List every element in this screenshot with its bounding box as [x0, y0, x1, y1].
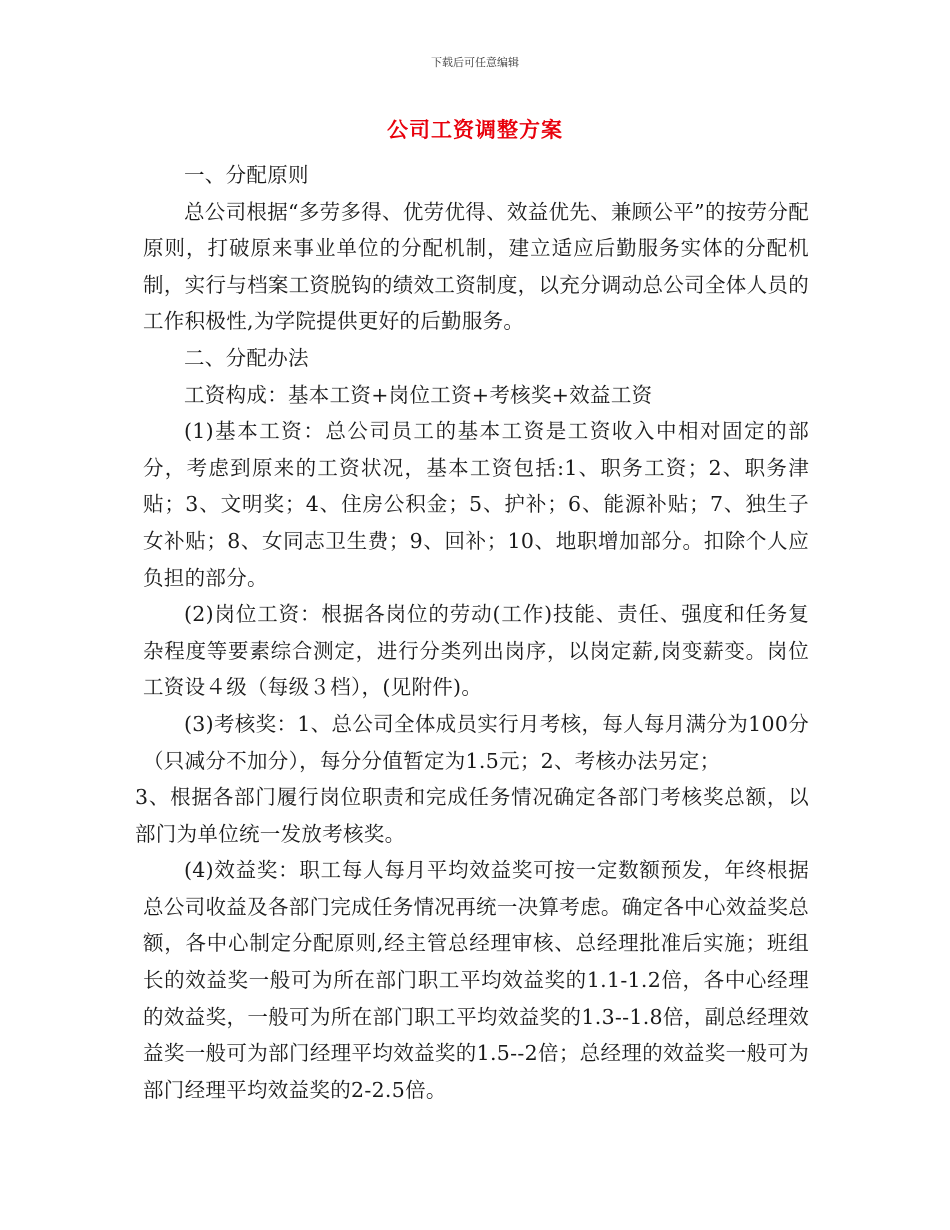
position-salary-paragraph: (2)岗位工资：根据各岗位的劳动(工作)技能、责任、强度和任务复杂程度等要素综合测定，进行分类列出岗序，以岗定薪,岗变薪变。岗位工资设４级（每级３档），(见附件)。 [143, 602, 809, 700]
assessment-bonus-paragraph: (3)考核奖：1、总公司全体成员实行月考核，每人每月满分为100分（只减分不加分），每分分值暂定为1.5元；2、考核办法另定； [143, 711, 809, 773]
performance-bonus-paragraph: (4)效益奖：职工每人每月平均效益奖可按一定数额预发，年终根据总公司收益及各部门完成任务情况再统一决算考虑。确定各中心效益奖总额，各中心制定分配原则,经主管总经理审核、总经理批准后实施；班组长的效益奖一般可为所在部门职工平均效益奖的1.1-1.2倍，各中心经理的效益奖，一般可为所在部门职工平均效益奖的1.3--1.8倍，副总经理效益奖一般可为部门经理平均效益奖的1.5--2倍；总经理的效益奖一般可为部门经理平均效益奖的2-2.5倍。 [143, 858, 809, 1102]
document-body [135, 157, 809, 1108]
principles-paragraph: 总公司根据“多劳多得、优劳优得、效益优先、兼顾公平”的按劳分配原则，打破原来事业单位的分配机制，建立适应后勤服务实体的分配机制，实行与档案工资脱钩的绩效工资制度，以充分调动总公司全体人员的工作积极性,为学院提供更好的后勤服务。 [143, 199, 809, 334]
header-note: 下载后可任意编辑 [431, 56, 519, 69]
salary-structure-line: 工资构成：基本工资+岗位工资+考核奖+效益工资 [184, 382, 653, 407]
section-heading-principles: 一、分配原则 [184, 163, 309, 187]
assessment-bonus-continuation: 3、根据各部门履行岗位职责和完成任务情况确定各部门考核奖总额，以部门为单位统一发放考核奖。 [135, 785, 809, 846]
section-heading-methods: 二、分配办法 [184, 345, 309, 370]
base-salary-paragraph: (1)基本工资：总公司员工的基本工资是工资收入中相对固定的部分，考虑到原来的工资状况，基本工资包括:1、职务工资；2、职务津贴；3、文明奖；4、住房公积金；5、护补；6、能源补贴；7、独生子女补贴；8、女同志卫生费；9、回补；10、地职增加部分。扣除个人应负担的部分。 [143, 419, 809, 590]
document-title: 公司工资调整方案 [387, 117, 563, 142]
